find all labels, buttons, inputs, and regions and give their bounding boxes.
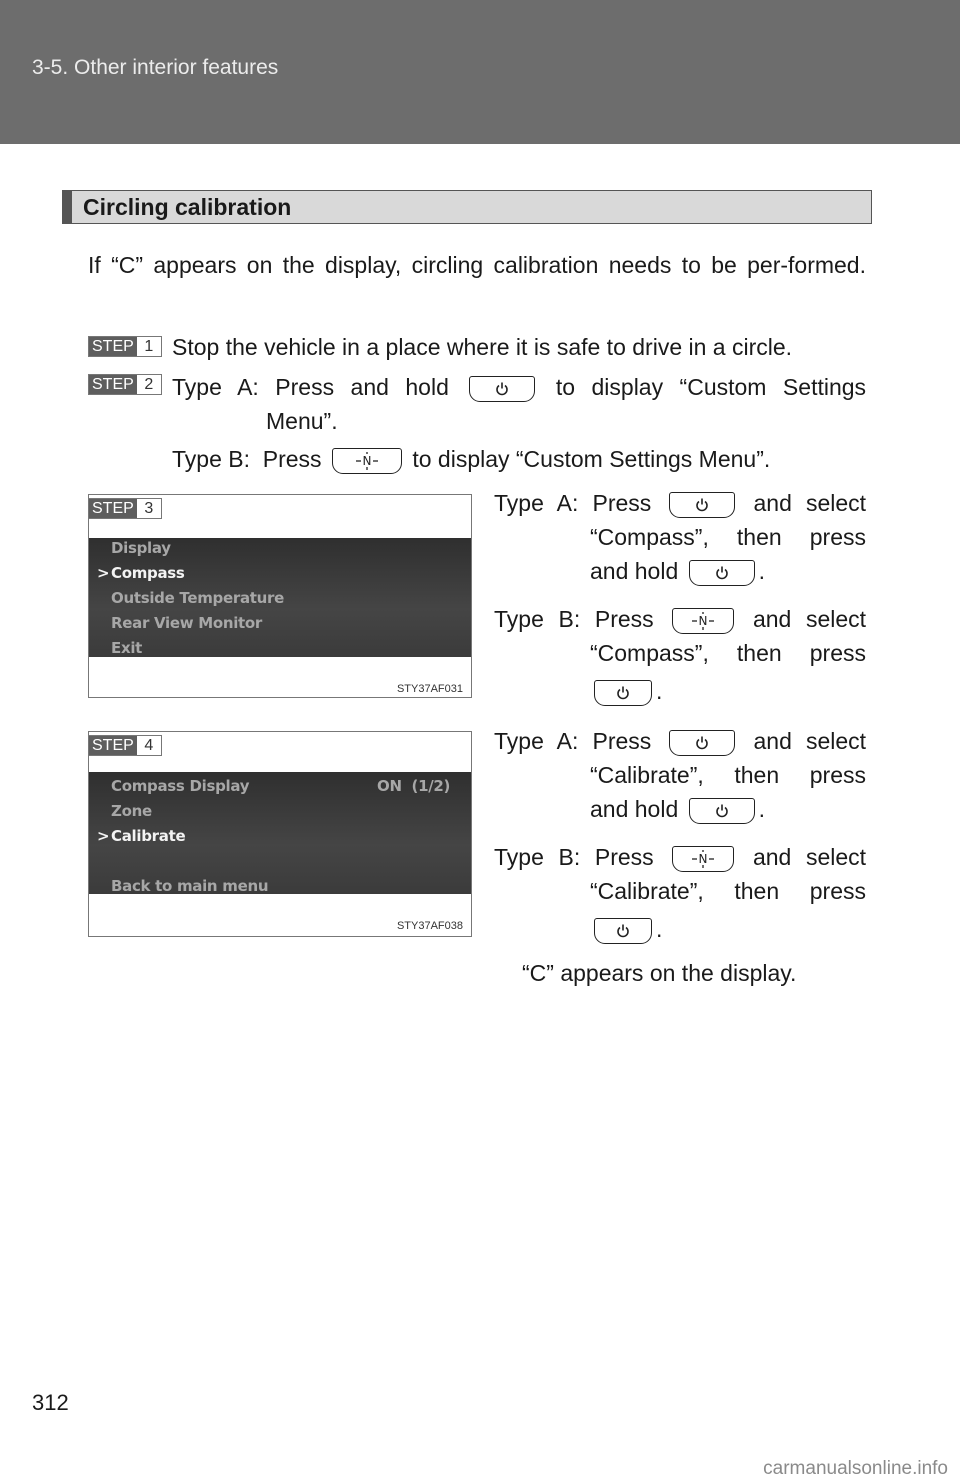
menu-item-outside-temperature: Outside Temperature	[111, 589, 284, 607]
svg-text:N: N	[362, 453, 372, 468]
power-button-icon	[669, 492, 735, 518]
menu-item-compass: Compass	[111, 564, 185, 582]
step-4-type-b-line2: “Calibrate”, then press	[590, 878, 866, 904]
power-button-icon	[689, 560, 755, 586]
step-3-type-a-line3: and hold .	[590, 558, 766, 584]
display-screen	[89, 772, 471, 894]
step-4-type-a-line3: and hold .	[590, 796, 766, 822]
page-header	[0, 0, 960, 144]
compass-button-icon	[672, 608, 734, 634]
selection-caret: >	[97, 827, 110, 845]
step-4-figure	[88, 731, 472, 937]
section-title: 3-5. Other interior features	[32, 56, 279, 79]
figure-code: STY37AF031	[396, 683, 463, 695]
step-4-type-b-line1: Type B: Press N and select	[494, 844, 867, 870]
heading-title: Circling calibration	[83, 194, 292, 220]
menu-item-zone: Zone	[111, 802, 152, 820]
step-4-type-a-line1: Type A: Press and select	[494, 728, 867, 754]
step-2-type-b: Type B: Press N to display “Custom Settings Menu”.	[172, 446, 771, 472]
power-button-icon	[689, 798, 755, 824]
menu-item-exit: Exit	[111, 639, 143, 657]
step-4-badge: STEP 4	[88, 735, 162, 756]
intro-paragraph: If “C” appears on the display, circling calibration needs to be per-formed.	[88, 252, 866, 278]
step-3-figure	[88, 494, 472, 698]
figure-code: STY37AF038	[396, 920, 463, 932]
watermark: carmanualsonline.info	[763, 1458, 948, 1479]
step-3-type-b-line2: “Compass”, then press	[590, 640, 866, 666]
power-button-icon	[669, 730, 735, 756]
step-4-type-a-line2: “Calibrate”, then press	[590, 762, 866, 788]
step-3-type-b-line3: .	[590, 674, 662, 708]
step-2-badge: STEP 2	[88, 374, 162, 395]
svg-text:N: N	[698, 613, 708, 628]
menu-item-back-to-main-menu: Back to main menu	[111, 877, 269, 895]
display-screen	[89, 538, 471, 657]
power-button-icon	[469, 376, 535, 402]
compass-display-value: ON (1/2)	[377, 777, 451, 795]
step-3-type-a-line1: Type A: Press and select	[494, 490, 867, 516]
power-button-icon	[594, 918, 652, 944]
step-3-type-a-line2: “Compass”, then press	[590, 524, 866, 550]
compass-button-icon	[332, 448, 402, 474]
step-3-badge: STEP 3	[88, 498, 162, 519]
page-number: 312	[32, 1390, 69, 1415]
selection-caret: >	[97, 564, 110, 582]
step-2-type-a-line2: Menu”.	[266, 408, 338, 434]
heading-bar	[62, 190, 872, 224]
power-button-icon	[594, 680, 652, 706]
menu-item-display: Display	[111, 539, 171, 557]
step-3-type-b-line1: Type B: Press N and select	[494, 606, 867, 632]
step-1-badge: STEP 1	[88, 336, 162, 357]
step-4-type-b-line3: .	[590, 912, 662, 946]
compass-button-icon	[672, 846, 734, 872]
step-1-text: Stop the vehicle in a place where it is safe to drive in a circle.	[172, 334, 793, 360]
svg-text:N: N	[698, 851, 708, 866]
step-4-result: “C” appears on the display.	[522, 960, 797, 986]
menu-item-rear-view-monitor: Rear View Monitor	[111, 614, 263, 632]
menu-item-calibrate: Calibrate	[111, 827, 186, 845]
step-2-type-a-line1: Type A: Press and hold to display “Custom Settings	[172, 374, 867, 400]
menu-item-compass-display: Compass Display	[111, 777, 250, 795]
